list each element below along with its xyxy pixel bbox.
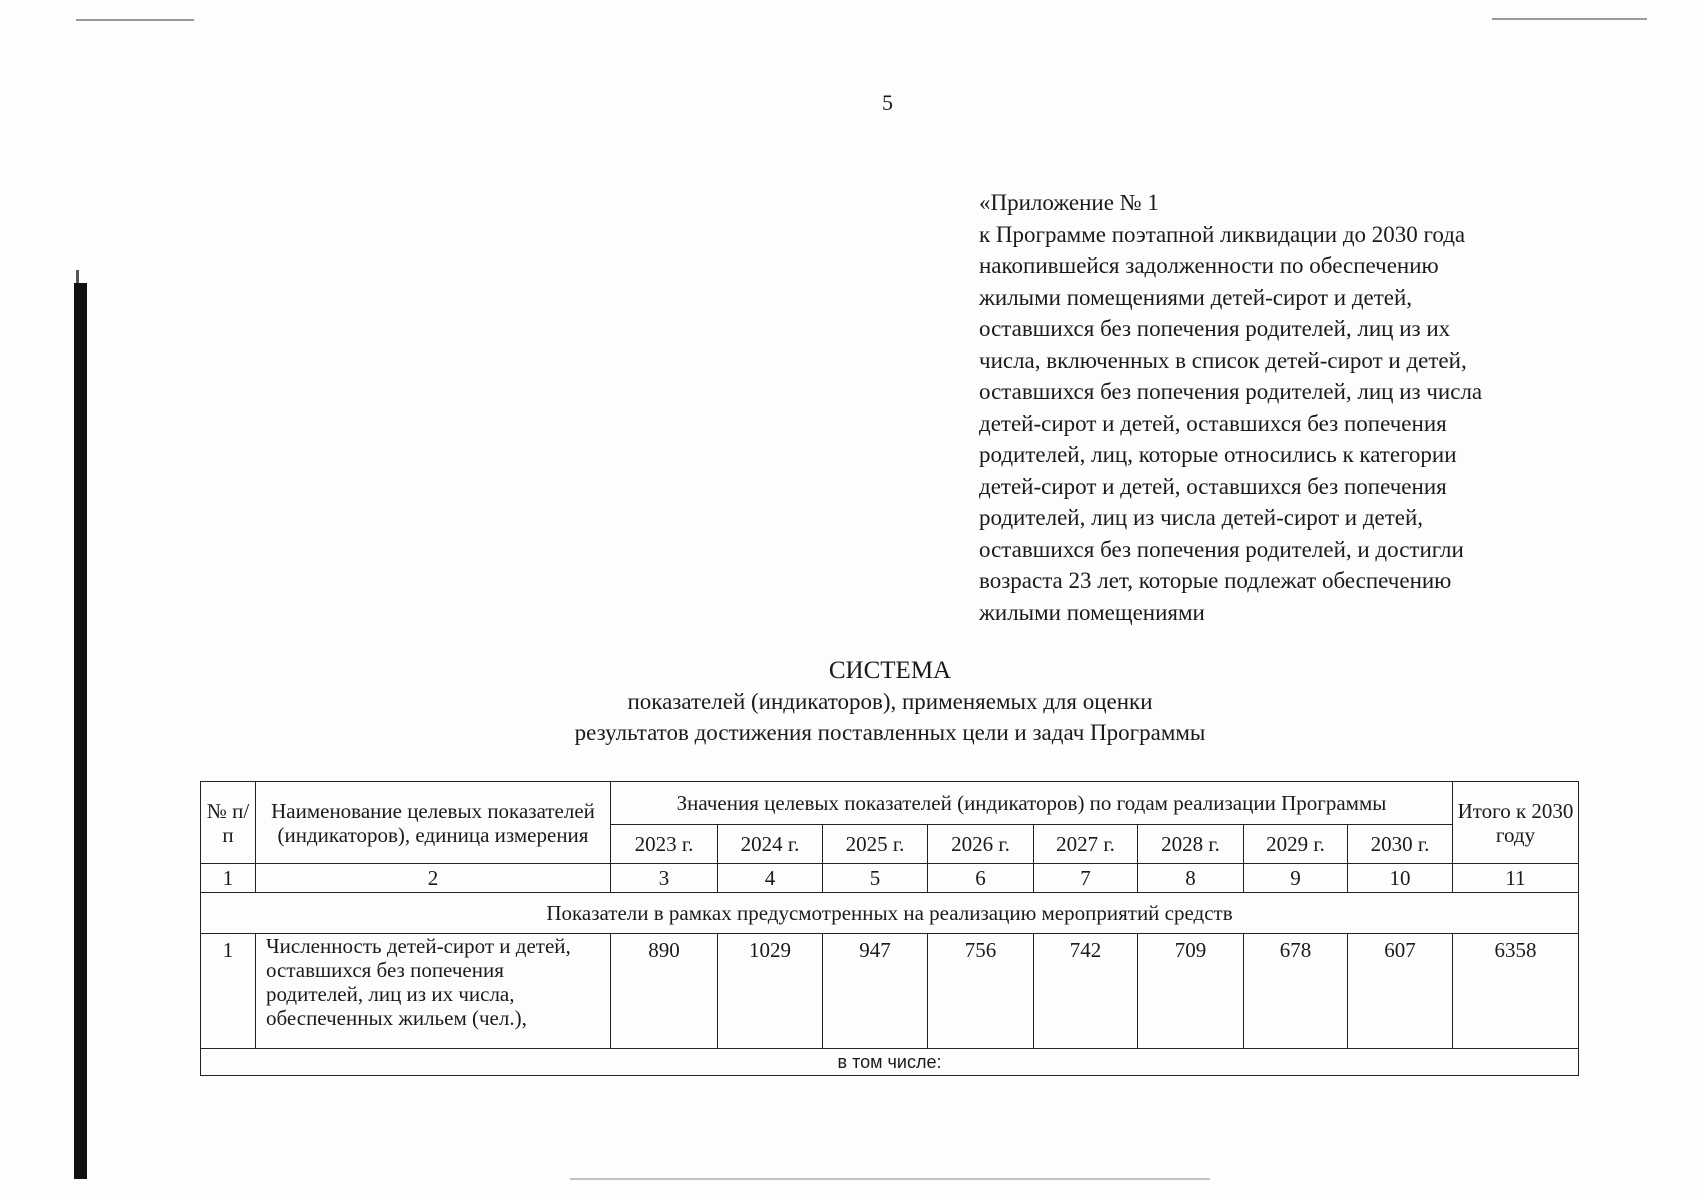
header-col-no: № п/п	[201, 782, 256, 864]
header-col-total: Итого к 2030 году	[1453, 782, 1579, 864]
row-value: 709	[1138, 934, 1244, 1049]
table-header-row	[201, 782, 1579, 825]
appendix-line: оставшихся без попечения родителей, лиц из числа	[979, 379, 1483, 404]
header-year: 2030 г.	[1348, 825, 1453, 864]
header-year: 2023 г.	[611, 825, 718, 864]
appendix-line: жилыми помещениями детей-сирот и детей,	[979, 284, 1413, 310]
scan-edge-line	[1492, 18, 1647, 20]
row-value: 607	[1348, 934, 1453, 1049]
scan-edge-line	[76, 19, 194, 21]
column-number: 9	[1244, 864, 1348, 893]
row-value: 678	[1244, 934, 1348, 1049]
indicators-table	[200, 781, 1579, 1076]
title-line: показателей (индикаторов), применяемых для оценки	[627, 689, 1153, 714]
appendix-header	[979, 187, 1599, 628]
appendix-line: числа, включенных в список детей-сирот и детей,	[979, 347, 1467, 373]
appendix-line: родителей, лиц, которые относились к категории	[979, 442, 1457, 467]
section-title: Показатели в рамках предусмотренных на реализацию мероприятий средств	[201, 893, 1579, 934]
row-value: 756	[928, 934, 1034, 1049]
appendix-line: родителей, лиц из числа детей-сирот и детей,	[979, 505, 1424, 530]
header-year: 2025 г.	[823, 825, 928, 864]
scan-edge-shadow	[74, 283, 87, 1179]
row-value: 742	[1034, 934, 1138, 1049]
column-number: 3	[611, 864, 718, 893]
header-year: 2024 г.	[718, 825, 823, 864]
scan-edge-line	[570, 1178, 1210, 1180]
including-label: в том числе:	[201, 1049, 1579, 1076]
column-number: 5	[823, 864, 928, 893]
column-number: 6	[928, 864, 1034, 893]
row-value: 890	[611, 934, 718, 1049]
appendix-line: жилыми помещениями	[979, 599, 1205, 625]
column-number: 1	[201, 864, 256, 893]
appendix-line: детей-сирот и детей, оставшихся без попечения	[979, 410, 1447, 436]
document-title	[330, 655, 1450, 748]
header-year: 2029 г.	[1244, 825, 1348, 864]
column-numbers-row	[201, 864, 1579, 893]
appendix-line: накопившейся задолженности по обеспечению	[979, 253, 1439, 278]
row-name: Численность детей-сирот и детей, оставшихся без попечения родителей, лиц из их числа, обеспеченных жильем (чел.),	[256, 934, 611, 1049]
appendix-line: к Программе поэтапной ликвидации до 2030 года	[979, 221, 1466, 247]
appendix-line: оставшихся без попечения родителей, лиц из их	[979, 316, 1451, 341]
appendix-line: возраста 23 лет, которые подлежат обеспечению	[979, 568, 1452, 593]
column-number: 10	[1348, 864, 1453, 893]
header-year: 2027 г.	[1034, 825, 1138, 864]
row-value: 1029	[718, 934, 823, 1049]
row-total: 6358	[1453, 934, 1579, 1049]
column-number: 11	[1453, 864, 1579, 893]
header-values-group: Значения целевых показателей (индикаторов) по годам реализации Программы	[611, 782, 1453, 825]
column-number: 7	[1034, 864, 1138, 893]
table-row	[201, 934, 1579, 1049]
column-number: 4	[718, 864, 823, 893]
header-col-name: Наименование целевых показателей (индикаторов), единица измерения	[256, 782, 611, 864]
page-number: 5	[882, 90, 893, 115]
title-line: результатов достижения поставленных цели и задач Программы	[574, 720, 1206, 745]
column-number: 8	[1138, 864, 1244, 893]
title-main: СИСТЕМА	[828, 657, 952, 684]
appendix-line: «Приложение № 1	[979, 190, 1159, 215]
header-year: 2026 г.	[928, 825, 1034, 864]
header-year: 2028 г.	[1138, 825, 1244, 864]
appendix-line: детей-сирот и детей, оставшихся без попечения	[979, 473, 1447, 499]
including-row	[201, 1049, 1579, 1076]
row-value: 947	[823, 934, 928, 1049]
section-title-row	[201, 893, 1579, 934]
column-number: 2	[256, 864, 611, 893]
appendix-line: оставшихся без попечения родителей, и достигли	[979, 536, 1464, 562]
row-number: 1	[201, 934, 256, 1049]
